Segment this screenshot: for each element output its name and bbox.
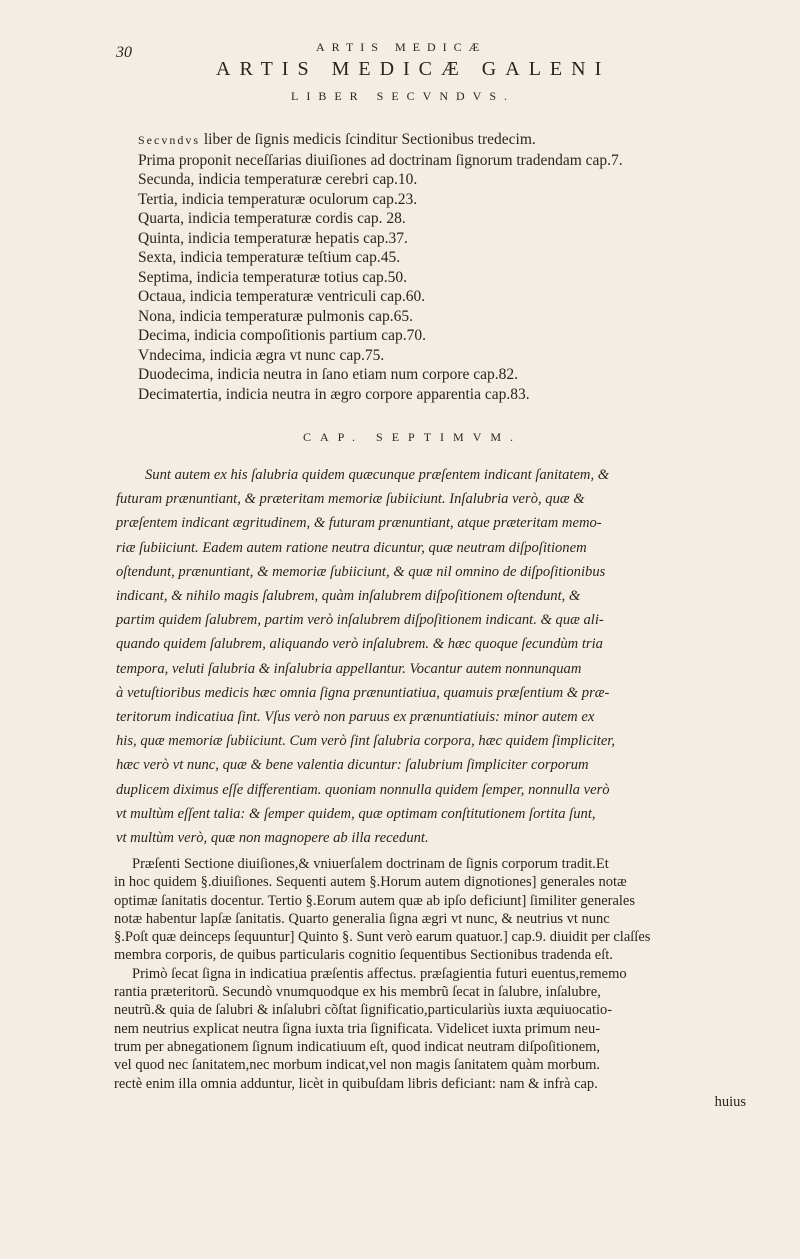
book-title: ARTIS MEDICÆ GALENI bbox=[216, 58, 611, 80]
summary-line: Secunda, indicia temperaturæ cerebri cap.10. bbox=[138, 171, 418, 188]
summary-line: Octaua, indicia temperaturæ ventriculi cap.60. bbox=[138, 288, 426, 305]
catchword: huius bbox=[714, 1093, 746, 1110]
commentary-line: rantia præteritorũ. Secundò vnumquodque ex his membrũ ſecat in ſalubre, inſalubre, bbox=[114, 984, 601, 1001]
running-head: ARTIS MEDICÆ bbox=[316, 40, 487, 54]
summary-line: Quarta, indicia temperaturæ cordis cap. 28. bbox=[138, 210, 406, 227]
text-line: futuram prænuntiant, & præteritam memoriæ ſubiiciunt. Inſalubria verò, quæ & bbox=[116, 491, 585, 508]
summary-line: Decimatertia, indicia neutra in ægro corpore apparentia cap.83. bbox=[138, 385, 530, 403]
text-line: tempora, veluti ſalubria & inſalubria appellantur. Vocantur autem nonnunquam bbox=[116, 660, 582, 677]
summary-line: Prima proponit neceſſarias diuiſiones ad doctrinam ſignorum tradendam cap.7. bbox=[138, 151, 623, 169]
text-line: hæc verò vt nunc, quæ & bene valentia dicuntur: ſalubrium ſimpliciter corporum bbox=[116, 757, 589, 774]
commentary-line: Primò ſecat ſigna in indicatiua præſentis affectus. præſagientia futuri euentus,rememo bbox=[132, 965, 627, 982]
summary-line: Sexta, indicia temperaturæ teſtium cap.45. bbox=[138, 249, 401, 266]
commentary-line: Præſenti Sectione diuiſiones,& vniuerſalem doctrinam de ſignis corporum tradit.Et bbox=[132, 856, 609, 872]
summary-line: Vndecima, indicia ægra vt nunc cap.75. bbox=[138, 346, 385, 364]
text-line: partim quidem ſalubrem, partim verò inſalubrem diſpoſitionem indicant. & quæ ali- bbox=[116, 612, 604, 629]
summary-line: Decima, indicia compoſitionis partium cap.70. bbox=[138, 327, 426, 344]
summary-line: Duodecima, indicia neutra in ſano etiam num corpore cap.82. bbox=[138, 366, 519, 383]
summary-line bbox=[138, 130, 738, 151]
summary-line: Nona, indicia temperaturæ pulmonis cap.65. bbox=[138, 307, 414, 325]
text-line: Sunt autem ex his ſalubria quidem quæcunque præſentem indicant ſanitatem, & bbox=[145, 467, 610, 483]
summary-line: Tertia, indicia temperaturæ oculorum cap.23. bbox=[138, 190, 418, 208]
chapter-heading: CAP. SEPTIMVM. bbox=[303, 430, 523, 444]
text-line: his, quæ memoriæ ſubiiciunt. Cum verò ſint ſalubria corpora, hæc quidem ſimpliciter, bbox=[116, 733, 616, 750]
text-line: duplicem diximus eſſe differentiam. quoniam nonnulla quidem ſemper, nonnulla verò bbox=[116, 781, 610, 798]
book-subtitle: LIBER SECVNDVS. bbox=[291, 89, 516, 103]
text-line: quando quidem ſalubrem, aliquando verò inſalubrem. & hæc quoque ſecundùm tria bbox=[116, 636, 603, 653]
commentary-line: rectè enim illa omnia adduntur, licèt in quibuſdam libris deficiant: nam & infrà cap. bbox=[114, 1075, 598, 1092]
commentary-line: membra corporis, de quibus particularis cognitio ſequentibus Sectionibus tradenda eſt. bbox=[114, 947, 613, 964]
commentary-line: optimæ ſanitatis docentur. Tertio §.Eorum autem quæ ab ipſo deficiunt] ſimiliter generales bbox=[114, 892, 636, 909]
commentary bbox=[114, 855, 774, 1111]
commentary-line: §.Poſt quæ deinceps ſequuntur] Quinto §. Sunt verò earum quatuor.] cap.9. diuidit per claſſes bbox=[114, 929, 651, 946]
text-line: indicant, & nihilo magis ſalubrem, quàm inſalubrem diſpoſitionem oſtendunt, & bbox=[116, 588, 581, 605]
commentary-line: in hoc quidem §.diuiſiones. Sequenti autem §.Horum autem dignotiones] generales notæ bbox=[114, 874, 627, 891]
page-number: 30 bbox=[116, 44, 132, 61]
text-line: præſentem indicant ægritudinem, & futuram prænuntiant, atque præteritam memo- bbox=[116, 515, 602, 532]
text-line: vt multùm eſſent talia: & ſemper quidem, quæ optimam conſtitutionem ſortita ſunt, bbox=[116, 805, 596, 822]
commentary-line: neutrũ.& quia de ſalubri & inſalubri cõſtat ſignificatio,particulariùs iuxta æquiuocatio- bbox=[114, 1002, 613, 1019]
summary-line: Septima, indicia temperaturæ totius cap.50. bbox=[138, 268, 408, 286]
commentary-line: notæ habentur lapſæ ſanitatis. Quarto generalia ſigna ægri vt nunc, & neutrius vt nunc bbox=[114, 910, 610, 927]
commentary-line: vel quod nec ſanitatem,nec morbum indicat,vel non magis ſanitatem quàm morbum. bbox=[114, 1057, 601, 1074]
summary-text: liber de ſignis medicis ſcinditur Sectionibus tredecim. bbox=[200, 131, 536, 148]
galen-text bbox=[116, 463, 776, 850]
text-line: vt multùm verò, quæ non magnopere ab illa recedunt. bbox=[116, 830, 429, 847]
smallcaps-opening: Secvndvs bbox=[138, 133, 200, 147]
section-summary bbox=[138, 130, 738, 404]
text-line: riæ ſubiiciunt. Eadem autem ratione neutra dicuntur, quæ neutram diſpoſitionem bbox=[116, 539, 587, 556]
commentary-line: trum per abnegationem ſignum indicatiuum eſt, quod indicat neutram diſpoſitionem, bbox=[114, 1038, 601, 1055]
text-line: teritorum indicatiua ſint. Vſus verò non paruus ex prænuntiatiuis: minor autem ex bbox=[116, 709, 595, 726]
summary-line: Quinta, indicia temperaturæ hepatis cap.37. bbox=[138, 229, 408, 247]
text-line: à vetuſtioribus medicis hæc omnia ſigna prænuntiatiua, quamuis præſentium & præ- bbox=[116, 684, 610, 701]
commentary-line: nem neutrius explicat neutra ſigna iuxta tria ſignificata. Videlicet iuxta primum neu- bbox=[114, 1020, 601, 1037]
text-line: oſtendunt, prænuntiant, & memoriæ ſubiiciunt, & quæ nil omnino de diſpoſitionibus bbox=[116, 563, 606, 580]
